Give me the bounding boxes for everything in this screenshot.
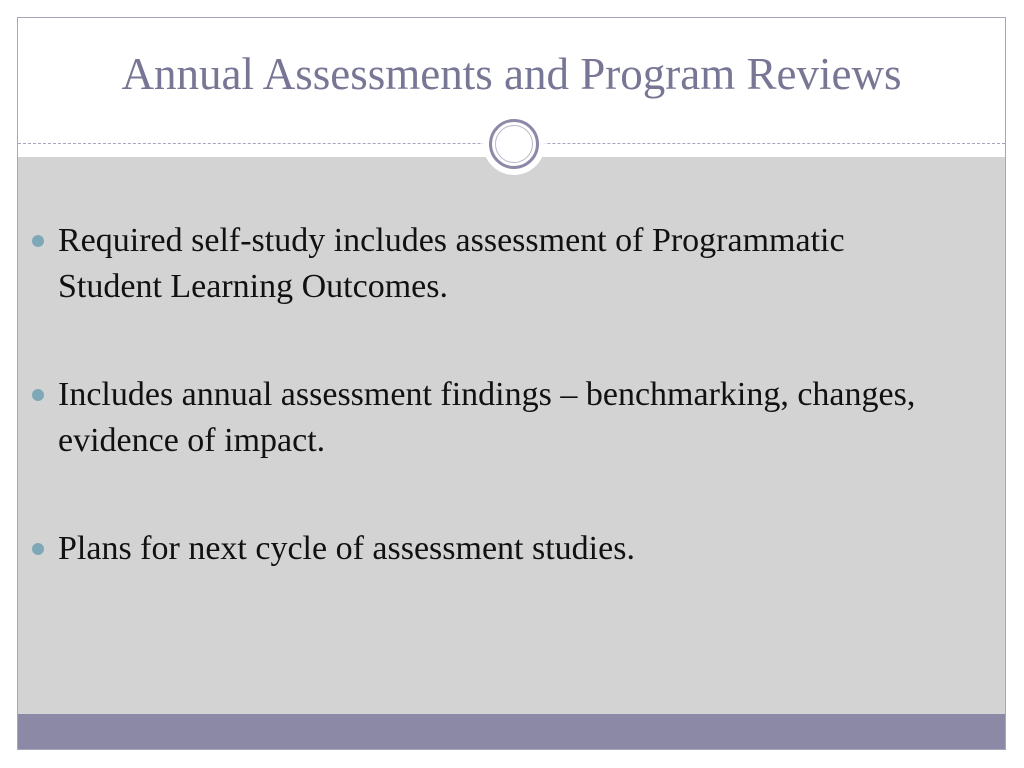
ornament-ring: [489, 119, 539, 169]
bullet-dot-icon: [32, 543, 44, 555]
bullet-dot-icon: [32, 235, 44, 247]
footer-bar: [18, 714, 1005, 749]
bullet-text: Plans for next cycle of assessment studies.: [58, 530, 635, 567]
slide-title: Annual Assessments and Program Reviews: [121, 49, 902, 99]
ornament-ring-inner: [495, 125, 533, 163]
bullet-item: [32, 372, 932, 464]
circle-ring-icon: [483, 113, 545, 175]
bullet-item: [32, 526, 932, 572]
bullet-dot-icon: [32, 389, 44, 401]
bullet-list: [32, 218, 932, 572]
bullet-text: Required self-study includes assessment of Programmatic Student Learning Outcomes.: [58, 222, 845, 305]
bullet-item: [32, 218, 932, 310]
bullet-text: Includes annual assessment findings – benchmarking, changes, evidence of impact.: [58, 376, 916, 459]
